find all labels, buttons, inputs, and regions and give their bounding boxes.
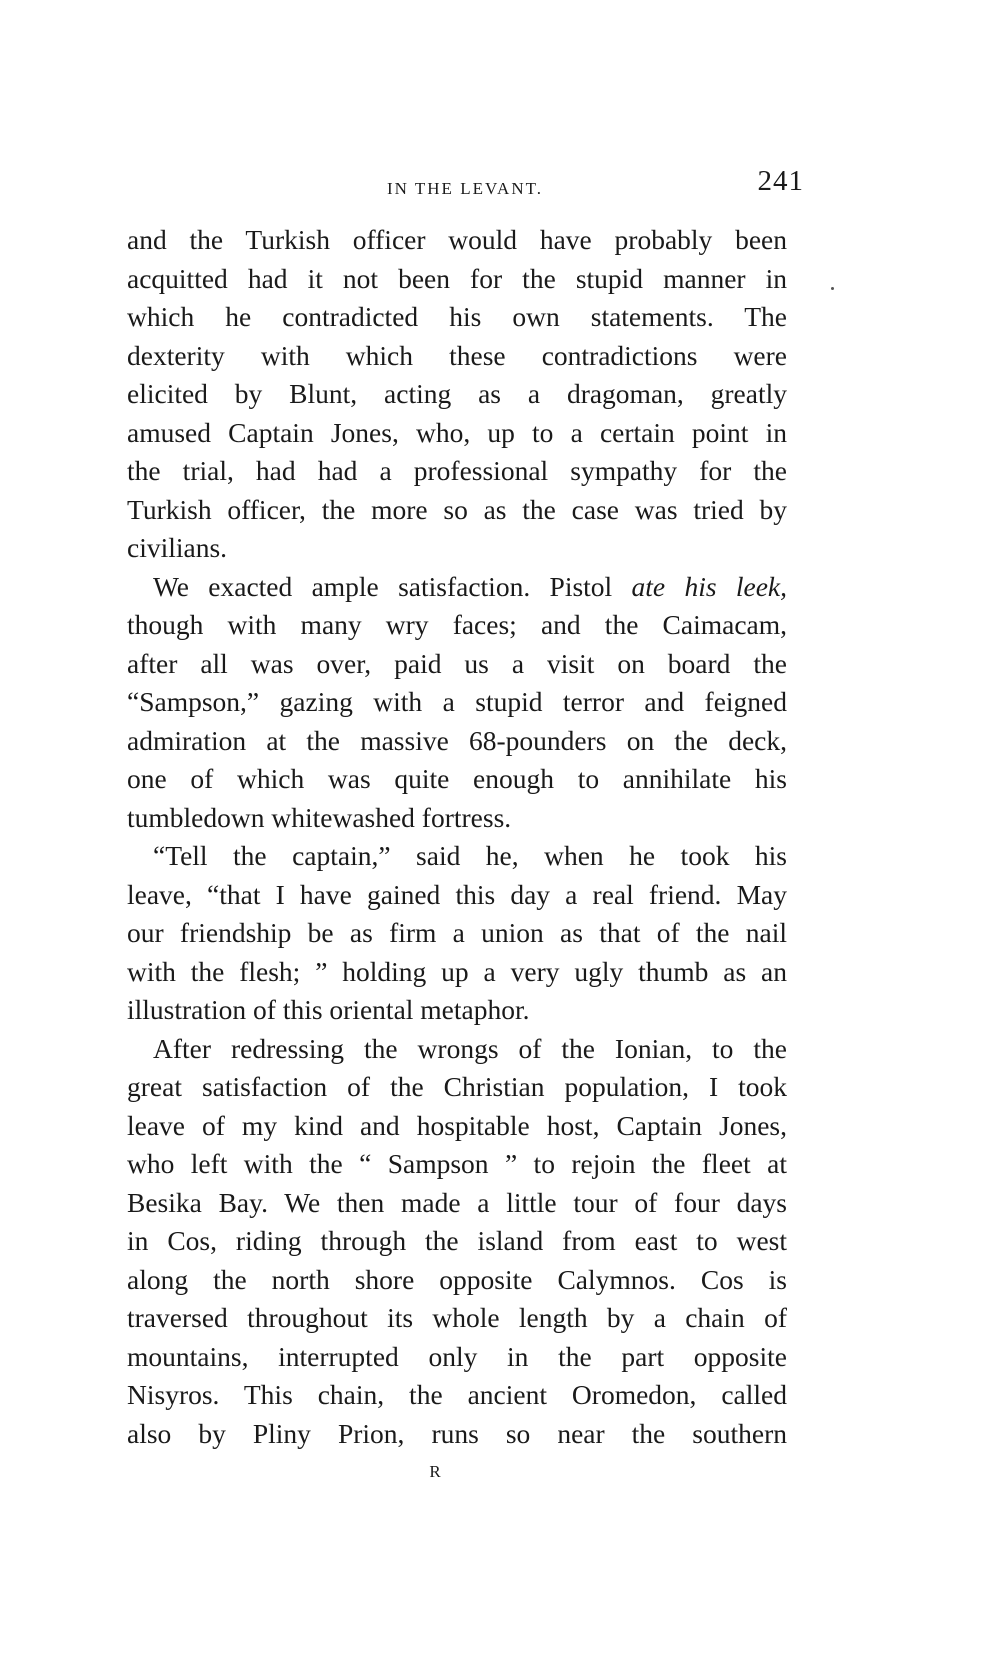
text-line: “Sampson,” gazing with a stupid terror and feigned: [127, 686, 787, 717]
signature-mark: R: [429, 1462, 441, 1481]
text-line: our friendship be as firm a union as that of the nail: [127, 917, 787, 948]
text-line: After redressing the wrongs of the Ionian, to the: [153, 1032, 787, 1064]
text-line: leave, “that I have gained this day a real friend. May: [127, 878, 787, 910]
running-title: IN THE LEVANT.: [387, 179, 543, 198]
text-line: admiration at the massive 68-pounders on the deck,: [127, 724, 787, 756]
text-line: elicited by Blunt, acting as a dragoman, greatly: [127, 378, 787, 409]
running-head: [126, 165, 804, 205]
text-line: Nisyros. This chain, the ancient Oromedon, called: [127, 1379, 787, 1410]
text-line: great satisfaction of the Christian population, I took: [127, 1071, 787, 1102]
text-line: dexterity with which these contradictions were: [127, 339, 787, 371]
text-line: along the north shore opposite Calymnos. Cos is: [127, 1263, 787, 1295]
text-line: with the flesh; ” holding up a very ugly thumb as an: [127, 955, 787, 987]
text-line: who left with the “ Sampson ” to rejoin the fleet at: [127, 1148, 787, 1179]
body-text: [127, 221, 787, 1453]
italic-phrase: ate his leek,: [631, 570, 787, 602]
text-line: “Tell the captain,” said he, when he took his: [153, 840, 787, 871]
text-line: amused Captain Jones, who, up to a certain point in: [127, 416, 787, 448]
text-line: one of which was quite enough to annihilate his: [127, 763, 787, 794]
text-line: Turkish officer, the more so as the case was tried by: [127, 493, 787, 525]
text-line: mountains, interrupted only in the part opposite: [127, 1340, 787, 1372]
text-line: acquitted had it not been for the stupid manner in: [127, 262, 787, 294]
text-line: tumbledown whitewashed fortress.: [127, 801, 512, 833]
text-line: Besika Bay. We then made a little tour of four days: [127, 1186, 787, 1218]
text-line: civilians.: [127, 532, 228, 563]
page-number: 241: [757, 165, 804, 197]
text-line: in Cos, riding through the island from east to west: [127, 1225, 787, 1256]
text-line: illustration of this oriental metaphor.: [127, 994, 530, 1025]
text-line: the trial, had had a professional sympathy for the: [127, 455, 787, 486]
text-line: also by Pliny Prion, runs so near the southern: [127, 1417, 787, 1449]
text-line: traversed throughout its whole length by a chain of: [127, 1302, 787, 1333]
text-line: leave of my kind and hospitable host, Captain Jones,: [127, 1109, 787, 1141]
text-line: which he contradicted his own statements. The: [127, 301, 787, 332]
page-speck: [831, 287, 834, 290]
text-line: and the Turkish officer would have probably been: [127, 224, 787, 255]
text-line: We exacted ample satisfaction. Pistol ate his leek,: [153, 570, 787, 602]
text-line: though with many wry faces; and the Caimacam,: [127, 609, 787, 640]
text-line: after all was over, paid us a visit on board the: [127, 647, 787, 679]
